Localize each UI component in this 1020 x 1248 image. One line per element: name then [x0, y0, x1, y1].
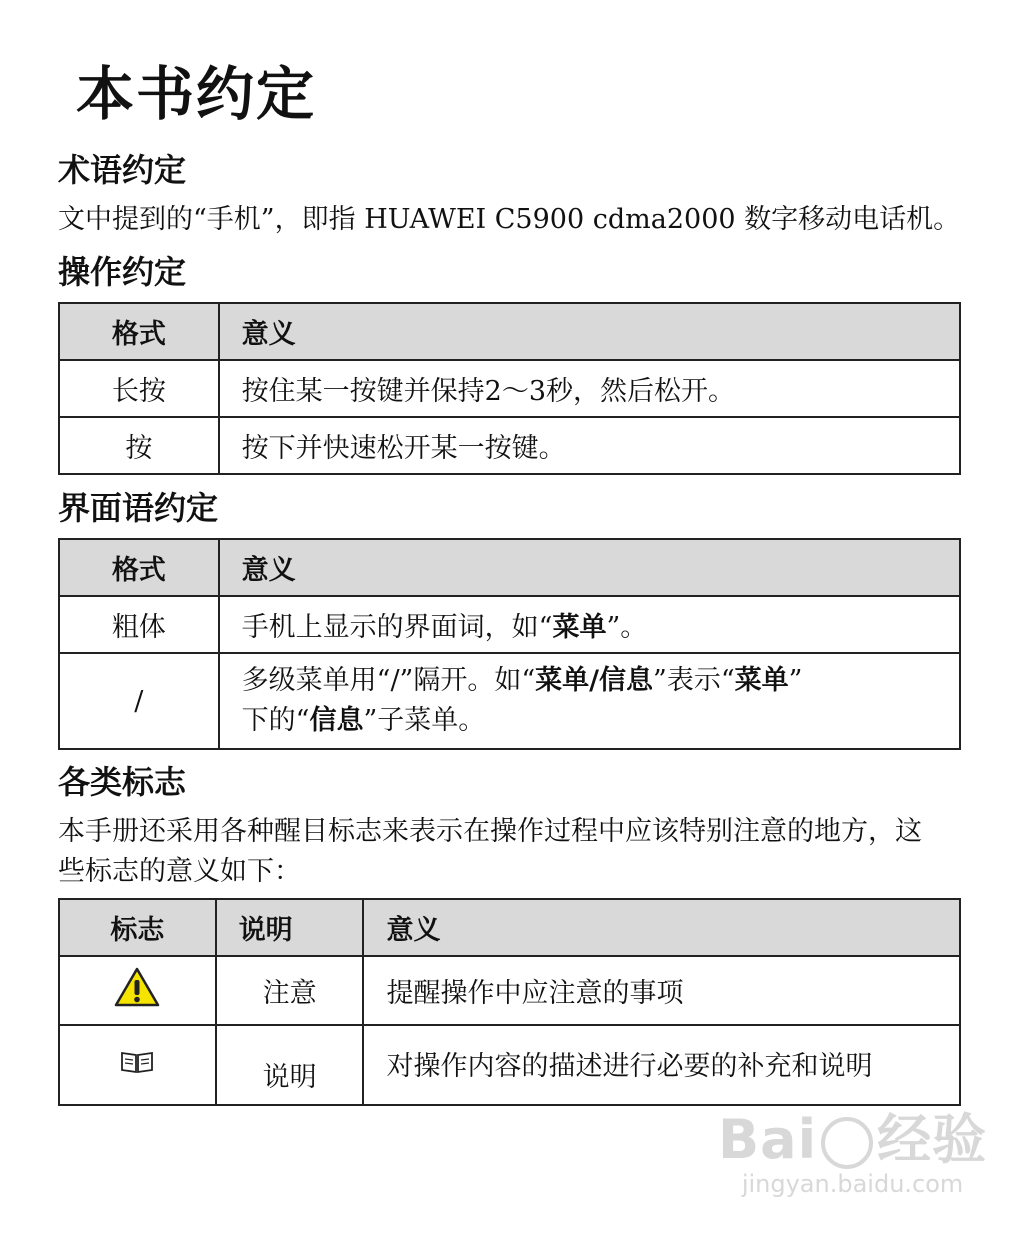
watermark-url: jingyan.baidu.com [741, 1170, 964, 1198]
meaning-cell: 提醒操作中应注意的事项 [363, 956, 960, 1025]
terms-heading: 术语约定 [58, 151, 187, 189]
header-meaning: 意义 [219, 539, 960, 596]
paw-icon [821, 1117, 873, 1169]
page-title: 本书约定 [76, 60, 317, 128]
terms-text: 文中提到的“手机”，即指 HUAWEI C5900 cdma2000 数字移动电话机。 [58, 204, 961, 235]
interface-table [58, 538, 961, 750]
format-cell: 按 [59, 417, 219, 474]
interface-heading: 界面语约定 [58, 489, 219, 527]
note-cell: 说明 [216, 1025, 364, 1105]
note-cell: 注意 [216, 956, 364, 1025]
bold-term: 菜单 [734, 665, 789, 696]
book-icon [120, 1050, 154, 1081]
table-header-row [59, 539, 960, 596]
watermark-logo-cn: 经验 [877, 1108, 988, 1171]
meaning-text: ”子菜单。 [363, 705, 486, 736]
watermark-logo [718, 1110, 987, 1170]
table-header-row [59, 303, 960, 360]
signs-text: 本手册还采用各种醒目标志来表示在操作过程中应该特别注意的地方，这些标志的意义如下： [58, 816, 922, 887]
operations-heading: 操作约定 [58, 253, 187, 291]
meaning-cell: 按下并快速松开某一按键。 [219, 417, 960, 474]
meaning-text: ”表示“ [653, 665, 735, 696]
meaning-text: ” [788, 665, 803, 696]
format-cell: 长按 [59, 360, 219, 417]
table-row [59, 1025, 960, 1105]
header-meaning: 意义 [363, 899, 960, 956]
header-format: 格式 [59, 539, 219, 596]
bold-term: 信息 [309, 705, 364, 736]
baidu-watermark [718, 1110, 987, 1198]
bold-term: 菜单/信息 [535, 665, 654, 696]
header-sign: 标志 [59, 899, 216, 956]
bold-term: 菜单 [552, 612, 607, 643]
table-row [59, 596, 960, 653]
meaning-cell [219, 596, 960, 653]
signs-table [58, 898, 961, 1106]
table-row [59, 653, 960, 749]
signs-heading: 各类标志 [58, 763, 187, 801]
format-cell: / [59, 653, 219, 749]
meaning-text: 多级菜单用“/”隔开。如“ [241, 665, 536, 696]
watermark-logo-text: Bai [718, 1108, 818, 1171]
table-row [59, 360, 960, 417]
table-header-row [59, 899, 960, 956]
meaning-cell: 按住某一按键并保持2～3秒，然后松开。 [219, 360, 960, 417]
table-row [59, 956, 960, 1025]
header-format: 格式 [59, 303, 219, 360]
meaning-text: ”。 [606, 612, 648, 643]
sign-cell [59, 1025, 216, 1105]
meaning-cell [219, 653, 960, 749]
meaning-text: 下的“ [241, 705, 310, 736]
meaning-line [242, 661, 937, 701]
sign-cell [59, 956, 216, 1025]
warning-icon [113, 984, 161, 1015]
header-note: 说明 [216, 899, 364, 956]
format-cell: 粗体 [59, 596, 219, 653]
meaning-line [242, 701, 937, 741]
table-row [59, 417, 960, 474]
meaning-text: 手机上显示的界面词，如“ [241, 612, 553, 643]
operations-table [58, 302, 961, 475]
header-meaning: 意义 [219, 303, 960, 360]
meaning-cell: 对操作内容的描述进行必要的补充和说明 [363, 1025, 960, 1105]
